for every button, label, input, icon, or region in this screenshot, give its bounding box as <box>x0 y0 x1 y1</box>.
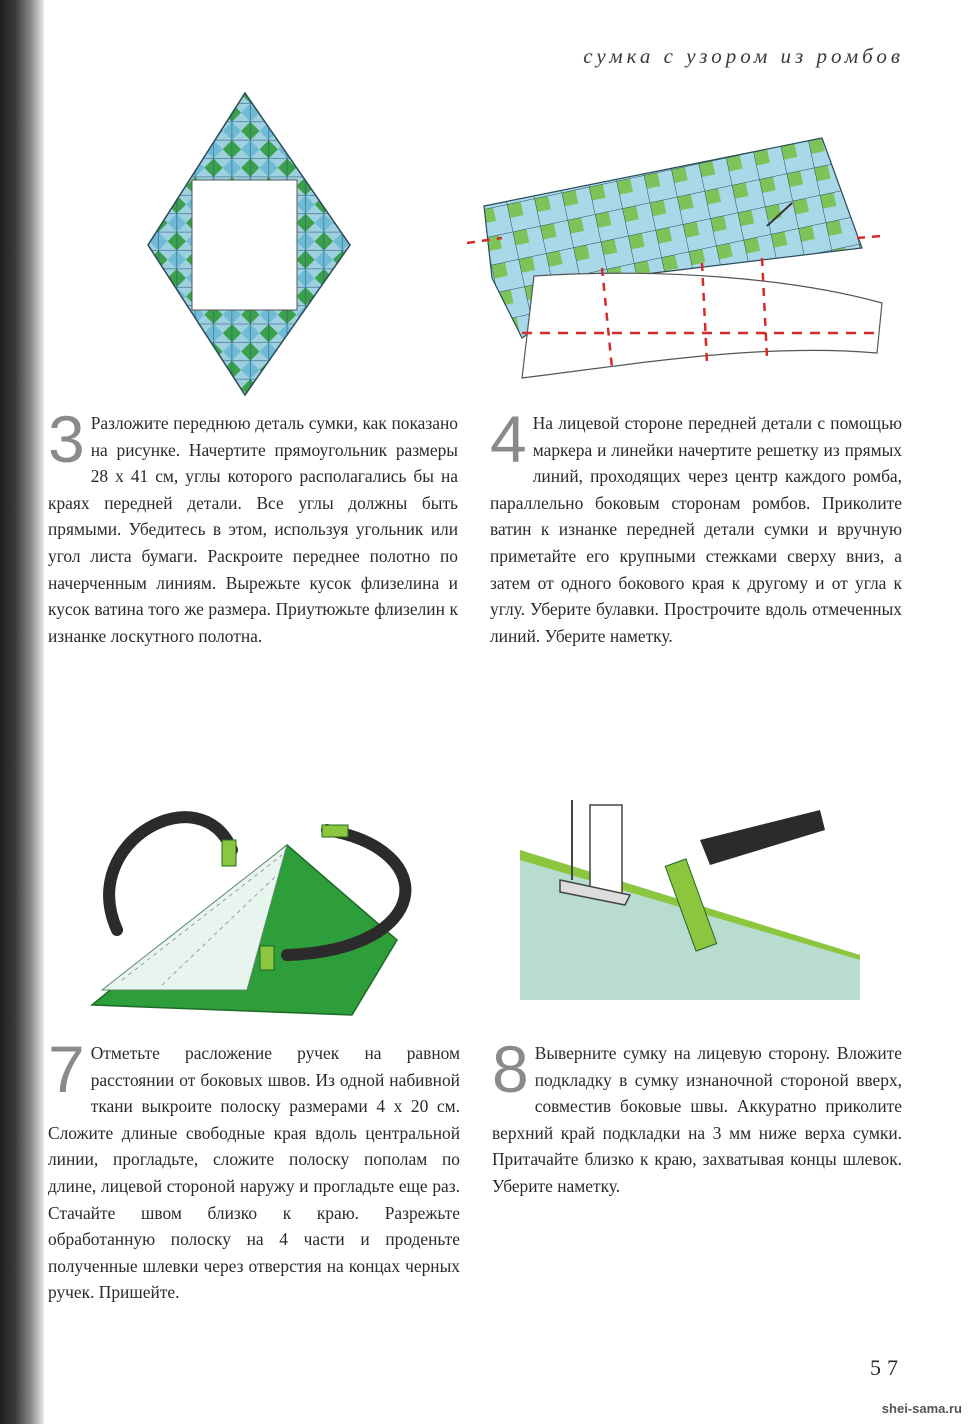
illustration-bag-with-handles <box>72 780 452 1030</box>
step-number: 3 <box>48 402 85 476</box>
step-3 <box>48 402 458 649</box>
step-text: На лицевой стороне передней детали с помощью маркера и линейки начертите решетку из прямых линий, проходящих через центр каждого ромба, параллельно боковым сторонам ромбов. Приколите ватин к изнанке передней детали сумки и вручную приметайте его крупными стежками сверху вниз, а затем от одного бокового края к другому и от угла к углу. Уберите булавки. Прострочите вдоль отмеченных линий. Уберите наметку. <box>490 413 902 646</box>
page-number: 57 <box>870 1355 904 1380</box>
page-header: сумка с узором из ромбов <box>583 44 904 68</box>
illustration-diamond-panel <box>140 85 370 405</box>
step-number: 8 <box>492 1032 529 1106</box>
step-8 <box>492 1032 902 1200</box>
book-spine-shadow <box>0 0 44 1424</box>
step-number: 4 <box>490 402 527 476</box>
watermark: shei-sama.ru <box>881 1401 962 1416</box>
step-number: 7 <box>48 1032 85 1106</box>
step-text: Отметьте расложение ручек на равном расстоянии от боковых швов. Из одной набивной ткани выкроите полоску размерами 4 x 20 см. Сложите длиные свободные края вдоль центральной линии, прогладьте, сложите полоску пополам по длине, лицевой стороной наружу и прогладьте еще раз. Стачайте швом близко к краю. Разрежьте обработанную полоску на 4 части и проденьте полученные шлевки через отверстия на концах черных ручек. Пришейте. <box>48 1043 460 1303</box>
step-4 <box>490 402 902 649</box>
step-text: Выверните сумку на лицевую сторону. Вложите подкладку в сумку изнаночной стороной вверх, совместив боковые швы. Аккуратно приколите верхний край подкладки на 3 мм ниже верха сумки. Притачайте близко к краю, захватывая концы шлевок. Уберите наметку. <box>492 1043 902 1196</box>
illustration-sewing-machine <box>520 800 872 1000</box>
illustration-quilted-fabric <box>462 128 892 388</box>
step-7 <box>48 1032 460 1306</box>
step-text: Разложите переднюю деталь сумки, как показано на рисунке. Начертите прямоугольник размеры 28 x 41 см, углы которого располагались бы на краях передней детали. Все углы должны быть прямыми. Убедитесь в этом, используя угольник или угол листа бумаги. Раскроите переднее полотно по начерченным линиям. Вырежьте кусок флизелина и кусок ватина того же размера. Приутюжьте флизелин к изнанке лоскутного полотна. <box>48 413 458 646</box>
